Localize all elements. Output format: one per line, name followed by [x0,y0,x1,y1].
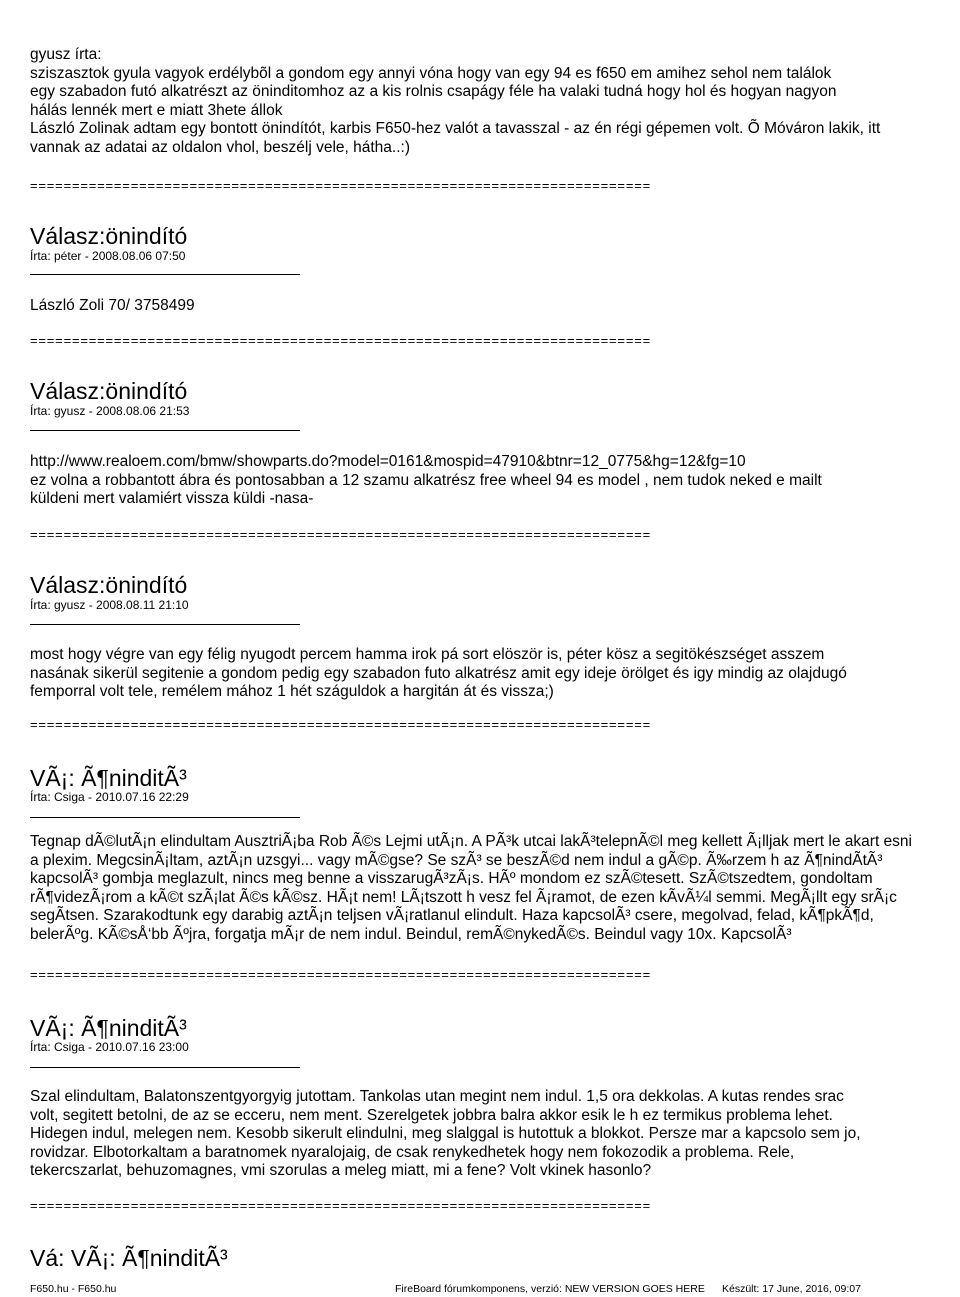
separator: ========================================================================== [30,178,651,193]
post-line: Hidegen indul, melegen nem. Kesobb sikerult elindulni, meg slalggal is hutottuk a blokkot. Persze mar a kapcsolo sem jo, [30,1125,861,1142]
post-line: femporral volt tele, remélem mához 1 hét száguldok a hargitán át és vissza;) [30,683,554,700]
separator: ========================================================================== [30,527,651,542]
post-body [30,297,195,316]
post-line: rovidzar. Elbotorkaltam a baratnomek nyaralojaig, de csak renykedhetek hogy nem fokozodik a problema. Rele, [30,1143,795,1161]
post-title: Válasz:önindító [30,223,188,249]
divider [30,817,300,818]
post-link[interactable]: http://www.realoem.com/bmw/showparts.do?model=0161&mospid=47910&btnr=12_0775&hg=12&fg=10 [30,453,746,470]
post-line: Tegnap dÃ©lutÃ¡n elindultam AusztriÃ¡ba Rob Ã©s Lejmi utÃ¡n. A PÃ³k utcai lakÃ³telepnÃ©l meg kellett Ã¡lljak mert le akart esni [30,833,912,850]
post-title: VÃ¡: Ã¶ninditÃ³ [30,1015,187,1041]
separator: ========================================================================== [30,967,651,982]
post-meta: Írta: péter - 2008.08.06 07:50 [30,249,186,263]
post-line: nasának sikerül segitenie a gondom pedig egy szabadon futo alkatrész amit egy ideje örölget és igy mindig az olajdugó [30,664,847,682]
separator: ========================================================================== [30,333,651,348]
separator: ========================================================================== [30,1198,651,1213]
footer-generated: Készült: 17 June, 2016, 09:07 [722,1283,861,1295]
post-meta: Írta: Csiga - 2010.07.16 22:29 [30,790,189,804]
post-line: segÃtsen. Szarakodtunk egy darabig aztÃ¡n teljsen vÃ¡ratlanul elindult. Haza kapcsolÃ³ csere, megolvad, felad, kÃ¶pkÃ¶d, [30,907,874,924]
divider [30,430,300,431]
divider [30,274,300,275]
post-line: a plexim. MegcsinÃ¡ltam, aztÃ¡n uzsgyi... vagy mÃ©gse? Se szÃ³ se beszÃ©d nem indul a gÃ©p. Ã‰rzem h az Ã¶nindÃtÃ³ [30,851,883,869]
post-line: kapcsolÃ³ gombja meglazult, nincs meg benne a visszarugÃ³zÃ¡s. HÃº mondom ez szÃ©tesett. SzÃ©tszedtem, gondoltam [30,870,873,887]
post-line: László Zoli 70/ 3758499 [30,297,195,314]
intro-line: hálás lennék mert e miatt 3hete állok [30,101,283,119]
intro-line: gyusz írta: [30,46,102,63]
intro-line: sziszasztok gyula vagyok erdélybõl a gondom egy annyi vóna hogy van egy 94 es f650 em amihez sehol nem találok [30,64,832,82]
post-meta: Írta: gyusz - 2008.08.11 21:10 [30,598,189,612]
post-line: Szal elindultam, Balatonszentgyorgyig jutottam. Tankolas utan megint nem indul. 1,5 ora dekkolas. A kutas rendes srac [30,1088,844,1105]
intro-post [30,46,880,157]
divider [30,1067,300,1068]
intro-line: vannak az adatai az oldalon vhol, beszélj vele, hátha..:) [30,138,410,156]
post-body [30,1088,861,1181]
footer-site: F650.hu - F650.hu [30,1283,117,1295]
post-title: Válasz:önindító [30,378,188,404]
post-title: Válasz:önindító [30,572,188,598]
divider [30,624,300,625]
separator: ========================================================================== [30,717,651,732]
post-line: küldeni mert valamiért vissza küldi -nasa- [30,490,314,507]
post-body [30,833,912,944]
post-line: most hogy végre van egy félig nyugodt percem hamma irok pá sort elöször is, péter kösz a segitökészséget asszem [30,646,825,663]
post-line: volt, segitett betolni, de az se ecceru, nem ment. Szerelgetek jobbra balra akkor esik le h ez termikus problema lehet. [30,1106,833,1124]
post-line: belerÃºg. KÃ©sÅ‘bb Ãºjra, forgatja mÃ¡r de nem indul. Beindul, remÃ©nykedÃ©s. Beindul vagy 10x. KapcsolÃ³ [30,925,792,943]
post-body [30,646,847,702]
post-title: Vá: VÃ¡: Ã¶ninditÃ³ [30,1245,228,1271]
post-meta: Írta: Csiga - 2010.07.16 23:00 [30,1040,189,1054]
intro-line: egy szabadon futó alkatrészt az öninditomhoz az a kis rolnis csapágy féle ha valaki tudná hogy hol és hogyan nagyon [30,83,837,100]
post-meta: Írta: gyusz - 2008.08.06 21:53 [30,404,190,418]
post-line: ez volna a robbantott ábra és pontosabban a 12 szamu alkatrész free wheel 94 es model , nem tudok neked e mailt [30,471,822,489]
footer-component: FireBoard fórumkomponens, verzió: NEW VERSION GOES HERE [395,1283,705,1295]
post-line: rÃ¶videzÃ¡rom a kÃ©t szÃ¡lat Ã©s kÃ©sz. HÃ¡t nem! LÃ¡tszott h vesz fel Ã¡ramot, de ezen kÃvÃ¼l semmi. MegÃ¡llt egy srÃ¡c [30,888,897,906]
post-title: VÃ¡: Ã¶ninditÃ³ [30,765,187,791]
post-line: tekercszarlat, behuzomagnes, vmi szorulas a meleg miatt, mi a fene? Volt vkinek hasonlo? [30,1162,652,1179]
post-body [30,453,822,509]
intro-line: László Zolinak adtam egy bontott önindítót, karbis F650-hez valót a tavasszal - az én régi gépemen volt. Õ Móváron lakik, itt [30,120,881,137]
